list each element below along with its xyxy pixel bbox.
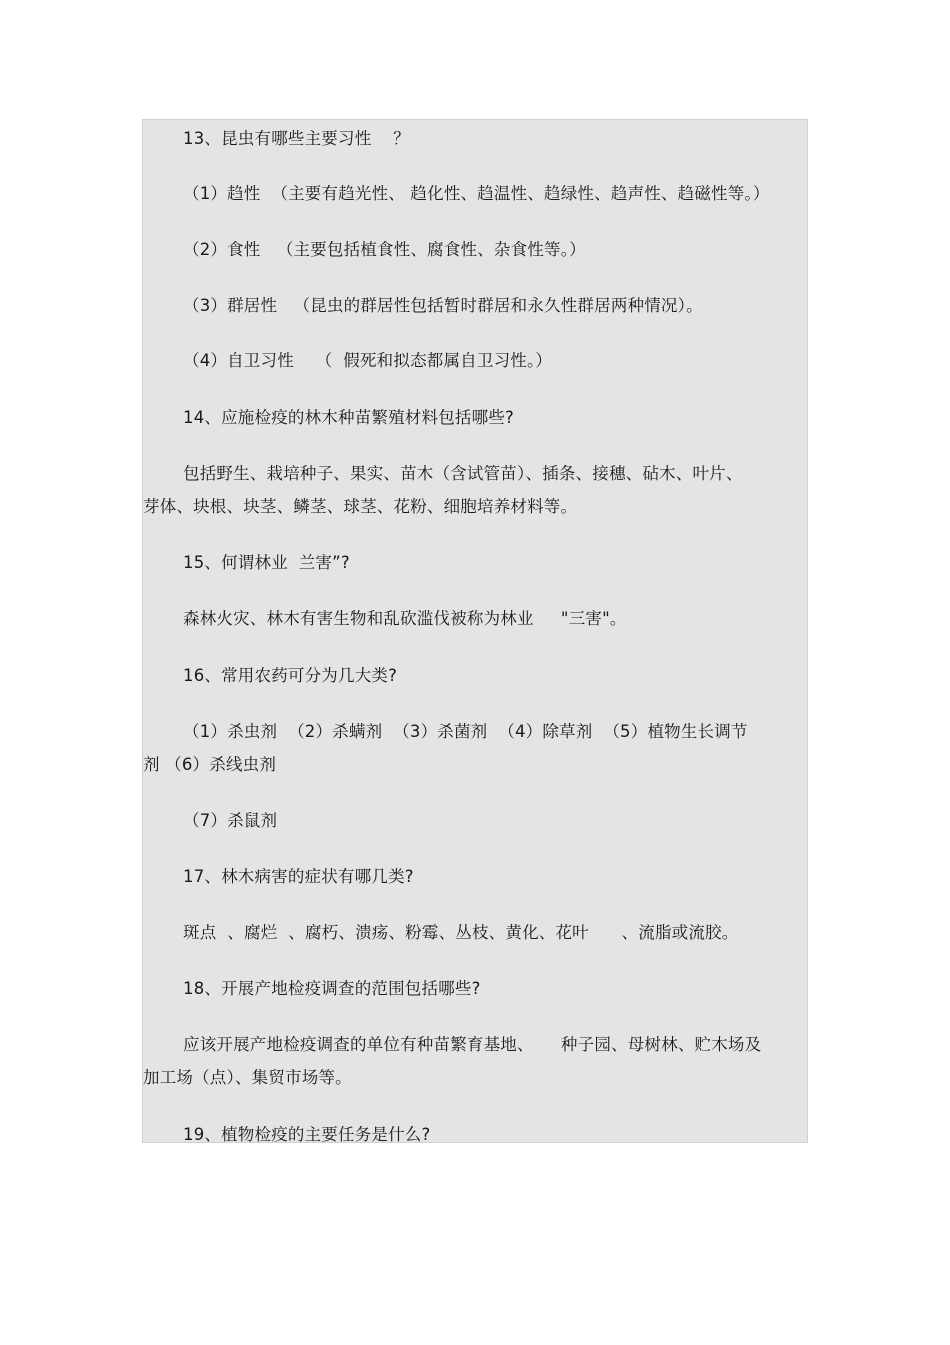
answer-17: 斑点 、腐烂 、腐朽、溃疡、粉霉、丛枝、黄化、花叶 、流脂或流胶。 — [183, 923, 739, 942]
answer-16-line-2: 剂 （6）杀线虫剂 — [143, 755, 277, 774]
answer-18-line-2: 加工场（点）、集贸市场等。 — [143, 1068, 352, 1087]
answer-16-line-1: （1）杀虫剂 （2）杀螨剂 （3）杀菌剂 （4）除草剂 （5）植物生长调节 — [183, 722, 748, 741]
answer-13-item-1: （1）趋性 （主要有趋光性、 趋化性、趋温性、趋绿性、趋声性、趋磁性等。） — [183, 184, 770, 203]
question-17: 17、林木病害的症状有哪几类? — [183, 867, 414, 886]
answer-18-line-1: 应该开展产地检疫调查的单位有种苗繁育基地、 种子园、母树林、贮木场及 — [183, 1035, 762, 1054]
answer-13-item-4: （4）自卫习性 （ 假死和拟态都属自卫习性。） — [183, 351, 553, 370]
answer-15: 森林火灾、林木有害生物和乱砍滥伐被称为林业 "三害"。 — [183, 609, 627, 628]
question-16: 16、常用农药可分为几大类? — [183, 666, 398, 685]
answer-14-line-2: 芽体、块根、块茎、鳞茎、球茎、花粉、细胞培养材料等。 — [143, 497, 578, 516]
question-19: 19、植物检疫的主要任务是什么? — [183, 1125, 431, 1144]
question-18: 18、开展产地检疫调查的范围包括哪些? — [183, 979, 481, 998]
answer-13-item-3: （3）群居性 （昆虫的群居性包括暂时群居和永久性群居两种情况）。 — [183, 296, 703, 315]
question-14: 14、应施检疫的林木种苗繁殖材料包括哪些? — [183, 408, 514, 427]
answer-16-line-3: （7）杀鼠剂 — [183, 811, 278, 830]
question-15: 15、何谓林业 兰害”? — [183, 553, 350, 572]
answer-14-line-1: 包括野生、栽培种子、果实、苗木（含试管苗）、插条、接穗、砧木、叶片、 — [183, 464, 743, 483]
answer-13-item-2: （2）食性 （主要包括植食性、腐食性、杂食性等。） — [183, 240, 586, 259]
question-13: 13、昆虫有哪些主要习性 ？ — [183, 129, 410, 148]
